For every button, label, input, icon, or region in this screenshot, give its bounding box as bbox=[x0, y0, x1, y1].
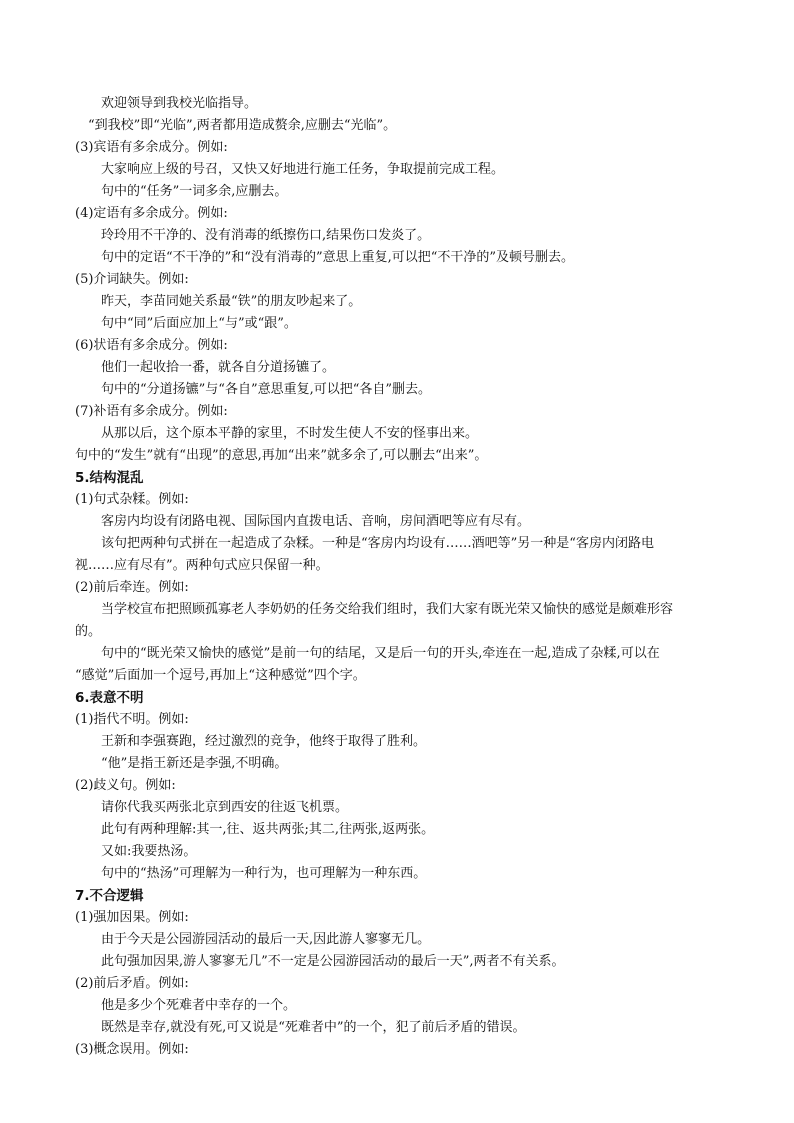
explanation: 该句把两种句式拼在一起造成了杂糅。一种是“客房内均设有……酒吧等”另一种是“客房内闭路电 bbox=[101, 536, 654, 551]
subsection-heading: (4)定语有多余成分。例如: bbox=[75, 206, 228, 221]
explanation: “他”是指王新还是李强,不明确。 bbox=[101, 756, 288, 771]
subsection-heading: (2)前后牵连。例如: bbox=[75, 580, 189, 595]
example-sentence: 客房内均设有闭路电视、国际国内直拨电话、音响，房间酒吧等应有尽有。 bbox=[101, 514, 531, 529]
explanation: “到我校”即“光临”,两者都用造成赘余,应删去“光临”。 bbox=[88, 118, 397, 133]
example-sentence: 从那以后，这个原本平静的家里，不时发生使人不安的怪事出来。 bbox=[101, 426, 479, 441]
explanation: 句中“同”后面应加上“与”或“跟”。 bbox=[101, 316, 297, 331]
example-sentence: 王新和李强赛跑，经过激烈的竞争，他终于取得了胜利。 bbox=[101, 734, 427, 749]
subsection-heading: (1)指代不明。例如: bbox=[75, 712, 189, 727]
subsection-heading: (6)状语有多余成分。例如: bbox=[75, 338, 228, 353]
explanation: 句中的定语“不干净的”和“没有消毒的”意思上重复,可以把“不干净的”及顿号删去。 bbox=[101, 250, 575, 265]
explanation: 句中的“热汤”可理解为一种行为，也可理解为一种东西。 bbox=[101, 866, 427, 881]
subsection-heading: (3)宾语有多余成分。例如: bbox=[75, 140, 228, 155]
explanation: “感觉”后面加一个逗号,再加上“这种感觉”四个字。 bbox=[75, 668, 366, 683]
example-sentence: 他是多少个死难者中幸存的一个。 bbox=[101, 998, 297, 1013]
subsection-heading: (7)补语有多余成分。例如: bbox=[75, 404, 228, 419]
section-heading: 5.结构混乱 bbox=[75, 470, 144, 486]
subsection-heading: (5)介词缺失。例如: bbox=[75, 272, 189, 287]
subsection-heading: (1)强加因果。例如: bbox=[75, 910, 189, 925]
example-sentence: 玲玲用不干净的、没有消毒的纸擦伤口,结果伤口发炎了。 bbox=[101, 228, 431, 243]
example-sentence: 又如:我要热汤。 bbox=[101, 844, 197, 859]
example-sentence: 请你代我买两张北京到西安的往返飞机票。 bbox=[101, 800, 349, 815]
example-sentence: 大家响应上级的号召，又快又好地进行施工任务，争取提前完成工程。 bbox=[101, 162, 505, 177]
example-sentence: 昨天，李苗同她关系最“铁”的朋友吵起来了。 bbox=[101, 294, 362, 309]
explanation: 句中的“发生”就有“出现”的意思,再加“出来”就多余了,可以删去“出来”。 bbox=[75, 448, 488, 463]
subsection-heading: (3)概念误用。例如: bbox=[75, 1042, 189, 1057]
subsection-heading: (1)句式杂糅。例如: bbox=[75, 492, 189, 507]
explanation: 既然是幸存,就没有死,可又说是“死难者中”的一个，犯了前后矛盾的错误。 bbox=[101, 1020, 526, 1035]
explanation: 句中的“任务”一词多余,应删去。 bbox=[101, 184, 288, 199]
example-sentence: 由于今天是公园游园活动的最后一天,因此游人寥寥无几。 bbox=[101, 932, 431, 947]
section-heading: 6.表意不明 bbox=[75, 690, 144, 706]
explanation: 此句强加因果,游人寥寥无几”不一定是公园游园活动的最后一天”,两者不有关系。 bbox=[101, 954, 565, 969]
explanation: 句中的“分道扬镳”与“各自”意思重复,可以把“各自”删去。 bbox=[101, 382, 432, 397]
explanation: 此句有两种理解:其一,往、返共两张;其二,往两张,返两张。 bbox=[101, 822, 435, 837]
subsection-heading: (2)歧义句。例如: bbox=[75, 778, 176, 793]
subsection-heading: (2)前后矛盾。例如: bbox=[75, 976, 189, 991]
section-heading: 7.不合逻辑 bbox=[75, 888, 144, 904]
explanation: 视……应有尽有”。两种句式应只保留一种。 bbox=[75, 558, 329, 573]
example-sentence: 的。 bbox=[75, 624, 102, 639]
example-sentence: 欢迎领导到我校光临指导。 bbox=[101, 96, 258, 111]
example-sentence: 他们一起收拾一番，就各自分道扬镳了。 bbox=[101, 360, 336, 375]
explanation: 句中的“既光荣又愉快的感觉”是前一句的结尾，又是后一句的开头,牵连在一起,造成了杂糅,可以在 bbox=[101, 646, 660, 661]
example-sentence: 当学校宣布把照顾孤寡老人李奶奶的任务交给我们组时，我们大家有既光荣又愉快的感觉是颇难形容 bbox=[101, 602, 674, 617]
